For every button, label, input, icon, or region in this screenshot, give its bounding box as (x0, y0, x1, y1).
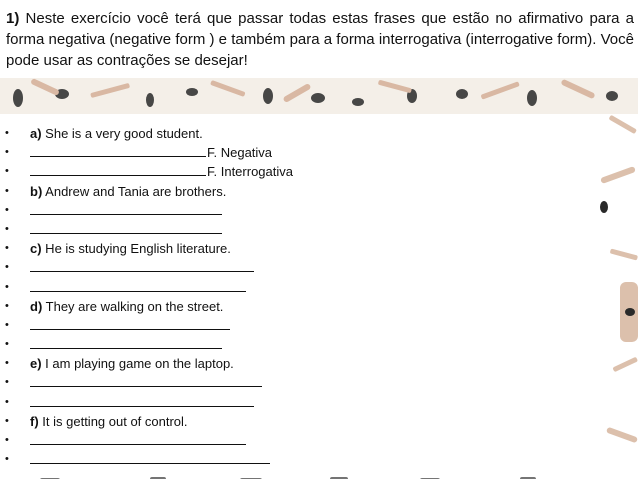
answer-blank (30, 162, 293, 181)
sentence-item (0, 412, 590, 431)
answer-blank (30, 335, 222, 354)
sentence-text (30, 412, 188, 431)
answer-line-item (0, 393, 590, 412)
sentence-body: She is a very good student. (41, 126, 203, 141)
answer-underline[interactable] (30, 450, 270, 464)
instruction-box (0, 0, 638, 80)
decorative-banner (0, 78, 638, 114)
answer-underline[interactable] (30, 220, 222, 234)
sentence-item (0, 182, 590, 201)
answer-line-item (0, 201, 590, 220)
item-letter: c) (30, 241, 42, 257)
bullet-icon: • (5, 414, 9, 427)
item-letter: e) (30, 356, 42, 372)
sentence-body: Andrew and Tania are brothers. (42, 183, 227, 199)
answer-blank (30, 450, 270, 469)
answer-underline[interactable] (30, 162, 206, 176)
answer-line-item (0, 450, 590, 469)
sentence-item (0, 124, 590, 143)
instruction-text (6, 8, 634, 71)
decorative-bottom-strip (0, 470, 638, 479)
bullet-icon: • (5, 453, 9, 466)
answer-underline[interactable] (30, 431, 246, 445)
answer-line-item (0, 373, 590, 392)
bullet-icon: • (5, 146, 9, 159)
sentence-item (0, 354, 590, 373)
answer-line-item (0, 143, 590, 162)
answer-underline[interactable] (30, 143, 206, 157)
answer-line-item (0, 335, 590, 354)
answer-blank (30, 220, 222, 239)
bullet-icon: • (5, 184, 9, 197)
sentence-body: I am playing game on the laptop. (41, 356, 234, 372)
bullet-icon: • (5, 338, 9, 351)
answer-line-item (0, 162, 590, 181)
answer-line-item (0, 316, 590, 335)
bullet-icon: • (5, 280, 9, 293)
exercise-list (0, 124, 590, 469)
answer-blank (30, 373, 262, 392)
answer-underline[interactable] (30, 316, 230, 330)
item-letter: f) (30, 413, 39, 429)
answer-underline[interactable] (30, 258, 254, 272)
bullet-icon: • (5, 395, 9, 408)
sentence-item (0, 297, 590, 316)
dancers-illustration (0, 78, 638, 114)
bullet-icon: • (5, 376, 9, 389)
exercise-number: 1) (6, 10, 20, 27)
sentence-text (30, 182, 226, 201)
sentence-body: He is studying English literature. (41, 241, 231, 257)
answer-underline[interactable] (30, 393, 254, 407)
bottom-illustration (0, 474, 638, 479)
answer-line-item (0, 220, 590, 239)
item-letter: b) (30, 183, 43, 199)
bullet-icon: • (5, 261, 9, 274)
sentence-text (30, 354, 234, 373)
sentence-body: They are walking on the street. (42, 298, 224, 314)
sentence-body: It is getting out of control. (38, 413, 188, 429)
answer-blank (30, 431, 246, 450)
answer-underline[interactable] (30, 201, 222, 215)
answer-line-item (0, 431, 590, 450)
bullet-icon: • (5, 318, 9, 331)
sentence-text (30, 124, 203, 143)
bullet-icon: • (5, 165, 9, 178)
bullet-icon: • (5, 357, 9, 370)
sentence-text (30, 239, 231, 258)
answer-blank (30, 393, 254, 412)
answer-blank (30, 201, 222, 220)
answer-blank (30, 278, 246, 297)
answer-underline[interactable] (30, 278, 246, 292)
bullet-icon: • (5, 434, 9, 446)
sentence-text (30, 297, 223, 316)
answer-blank (30, 316, 230, 335)
bullet-icon: • (5, 299, 9, 312)
instruction-body: Neste exercício você terá que passar todas estas frases que estão no afirmativo para a forma negativa (negative form ) e também para a forma interrogativa (interrogative form). Você pode usar as contrações se desejar! (6, 10, 634, 69)
decorative-side-illustration (590, 112, 638, 479)
answer-form-label: F. Interrogativa (207, 164, 293, 180)
dancers-side-illustration (590, 112, 638, 479)
answer-underline[interactable] (30, 373, 262, 387)
answer-underline[interactable] (30, 335, 222, 349)
bullet-icon: • (5, 242, 9, 255)
sentence-item (0, 239, 590, 258)
answer-blank (30, 258, 254, 277)
answer-blank (30, 143, 272, 162)
answer-line-item (0, 258, 590, 277)
answer-form-label: F. Negativa (207, 145, 273, 161)
bullet-icon: • (5, 127, 9, 139)
item-letter: d) (30, 298, 43, 314)
bullet-icon: • (5, 203, 9, 216)
answer-line-item (0, 278, 590, 297)
bullet-icon: • (5, 222, 9, 235)
item-letter: a) (30, 126, 42, 141)
